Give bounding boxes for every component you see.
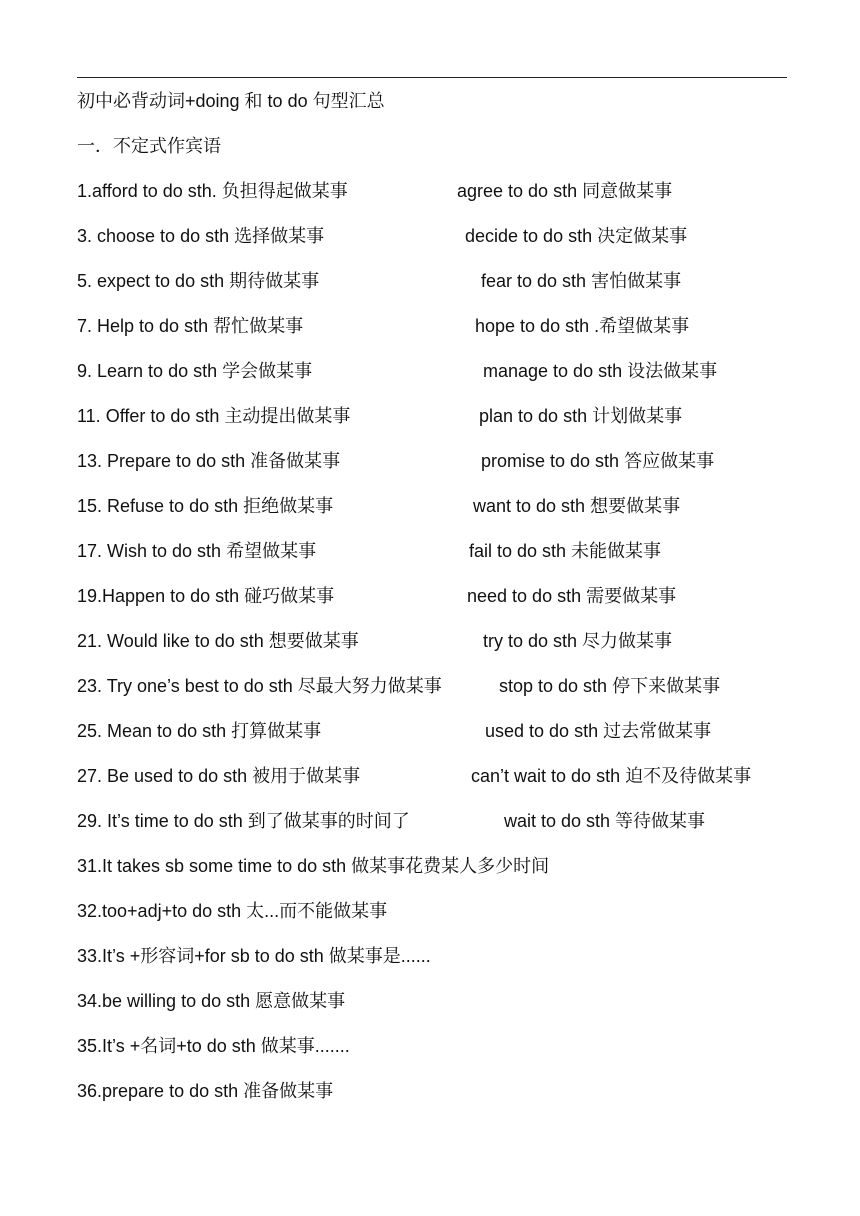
list-item: 32.too+adj+to do sth 太...而不能做某事 xyxy=(77,901,388,921)
list-item: 11. Offer to do sth 主动提出做某事 xyxy=(77,406,351,426)
list-item: 9. Learn to do sth 学会做某事 xyxy=(77,361,313,381)
list-item: 33.It’s +形容词+for sb to do sth 做某事是...... xyxy=(77,946,431,966)
list-item: promise to do sth 答应做某事 xyxy=(481,451,715,471)
list-item: 5. expect to do sth 期待做某事 xyxy=(77,271,320,291)
list-item: 25. Mean to do sth 打算做某事 xyxy=(77,721,322,741)
header-rule xyxy=(77,77,787,78)
list-item: agree to do sth 同意做某事 xyxy=(457,181,673,201)
list-item: want to do sth 想要做某事 xyxy=(473,496,681,516)
list-item: wait to do sth 等待做某事 xyxy=(504,811,706,831)
list-item: 23. Try one’s best to do sth 尽最大努力做某事 xyxy=(77,676,442,696)
list-item: 3. choose to do sth 选择做某事 xyxy=(77,226,325,246)
list-item: 17. Wish to do sth 希望做某事 xyxy=(77,541,317,561)
section-heading: 一．不定式作宾语 xyxy=(77,136,221,156)
list-item: 35.It’s +名词+to do sth 做某事....... xyxy=(77,1036,350,1056)
page-title: 初中必背动词+doing 和 to do 句型汇总 xyxy=(77,91,385,111)
list-item: used to do sth 过去常做某事 xyxy=(485,721,712,741)
list-item: fail to do sth 未能做某事 xyxy=(469,541,662,561)
list-item: can’t wait to do sth 迫不及待做某事 xyxy=(471,766,752,786)
list-item: try to do sth 尽力做某事 xyxy=(483,631,673,651)
list-item: 15. Refuse to do sth 拒绝做某事 xyxy=(77,496,334,516)
list-item: manage to do sth 设法做某事 xyxy=(483,361,718,381)
list-item: fear to do sth 害怕做某事 xyxy=(481,271,682,291)
list-item: plan to do sth 计划做某事 xyxy=(479,406,683,426)
list-item: 34.be willing to do sth 愿意做某事 xyxy=(77,991,346,1011)
list-item: 7. Help to do sth 帮忙做某事 xyxy=(77,316,304,336)
list-item: decide to do sth 决定做某事 xyxy=(465,226,688,246)
list-item: hope to do sth .希望做某事 xyxy=(475,316,690,336)
list-item: 19.Happen to do sth 碰巧做某事 xyxy=(77,586,335,606)
list-item: 1.afford to do sth. 负担得起做某事 xyxy=(77,181,348,201)
list-item: 21. Would like to do sth 想要做某事 xyxy=(77,631,359,651)
list-item: stop to do sth 停下来做某事 xyxy=(499,676,721,696)
list-item: 13. Prepare to do sth 准备做某事 xyxy=(77,451,341,471)
list-item: need to do sth 需要做某事 xyxy=(467,586,677,606)
list-item: 36.prepare to do sth 准备做某事 xyxy=(77,1081,334,1101)
list-item: 29. It’s time to do sth 到了做某事的时间了 xyxy=(77,811,410,831)
list-item: 27. Be used to do sth 被用于做某事 xyxy=(77,766,361,786)
list-item: 31.It takes sb some time to do sth 做某事花费某人多少时间 xyxy=(77,856,550,876)
